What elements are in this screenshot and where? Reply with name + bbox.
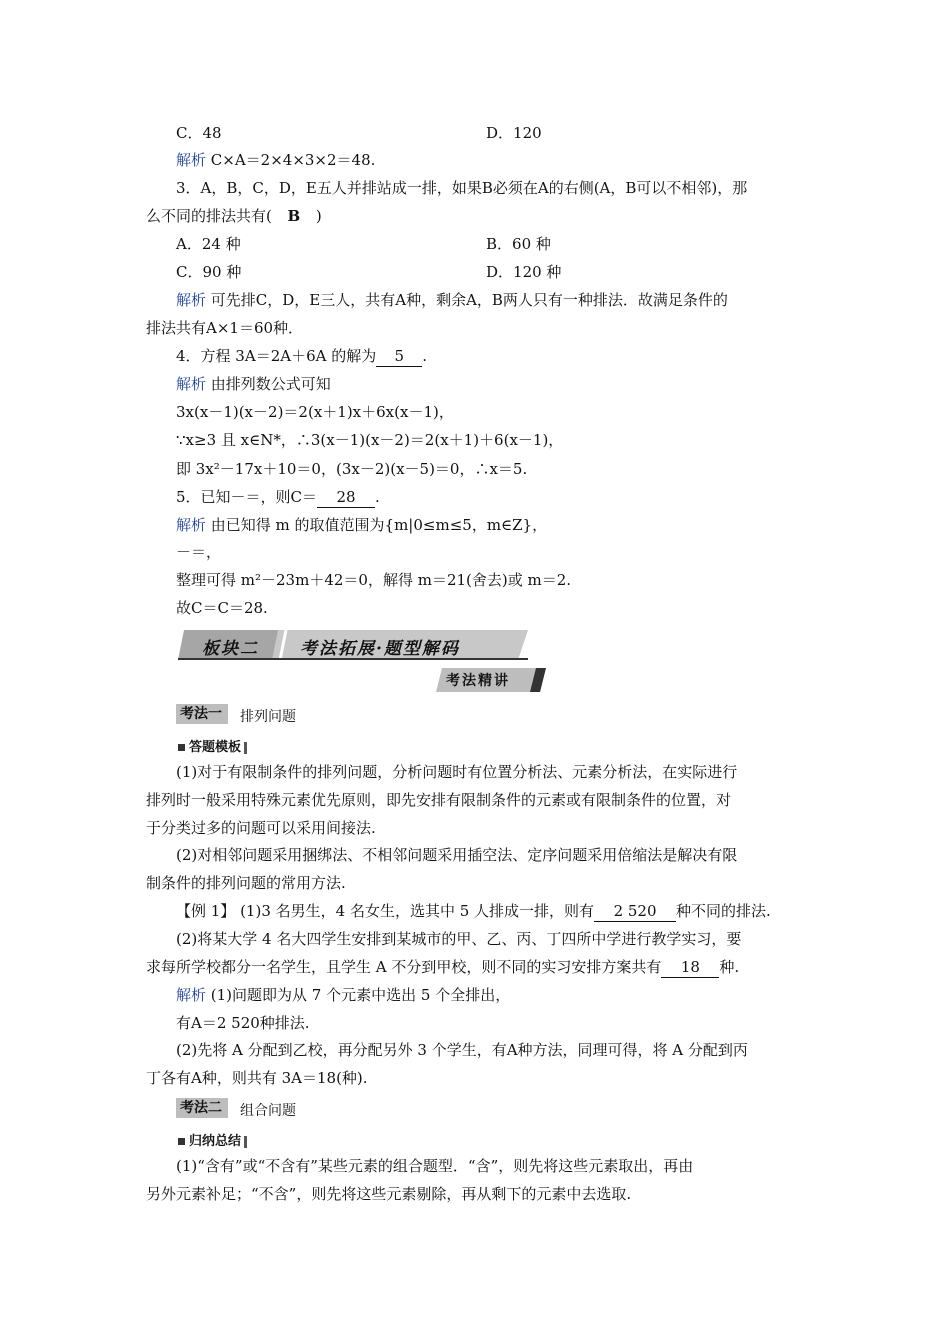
- example-1-q1-answer: 2 520: [594, 901, 676, 922]
- example-1-solution-line-4: 丁各有A种，则共有 3A＝18(种).: [146, 1069, 368, 1087]
- kaofa-2-p1-line-1: (1)“含有”或“不含有”某些元素的组合题型．“含”，则先将这些元素取出，再由: [176, 1157, 694, 1175]
- template-label-text: 答题模板: [189, 740, 242, 755]
- q4-solution-text: 由排列数公式可知: [206, 375, 331, 393]
- template-label: [178, 736, 247, 755]
- kaofa-1-p1-line-3: 于分类过多的问题可以采用间接法.: [146, 819, 376, 837]
- summary-label: [178, 1130, 247, 1149]
- example-1-q1-text: (1)3 名男生，4 名女生，选其中 5 人排成一排，则有: [235, 902, 595, 920]
- q3-stem-text: 么不同的排法共有(: [146, 207, 272, 225]
- kaofa-1-p1-line-2: 排列时一般采用特殊元素优先原则，即先安排有限制条件的元素或有限制条件的位置，对: [146, 791, 732, 809]
- q4-stem: [176, 346, 427, 367]
- example-1-label: 【例 1】: [176, 902, 236, 920]
- bar-icon: [244, 1136, 247, 1148]
- q5-stem-end: .: [375, 488, 380, 506]
- q2-solution: [176, 150, 375, 170]
- q3-solution-text: 可先排C，D，E三人，共有A种，剩余A，B两人只有一种排法．故满足条件的: [206, 291, 728, 309]
- kaofa-1-p2-line-2: 制条件的排列问题的常用方法.: [146, 874, 346, 892]
- q4-stem-text: 4．方程 3A＝2A＋6A 的解为: [176, 347, 377, 365]
- q3-option-d: D．120 种: [486, 263, 562, 281]
- q2-option-d: D．120: [486, 124, 542, 142]
- q5-solution-line-3: 整理可得 m²－23m＋42＝0，解得 m＝21(舍去)或 m＝2.: [176, 571, 572, 589]
- kaofa-2-title-text: 组合问题: [240, 1103, 296, 1119]
- q3-solution-line-1: [176, 290, 728, 310]
- q5-stem-text: 5．已知－＝，则C＝: [176, 488, 318, 506]
- kaofa-1-p2-line-1: (2)对相邻问题采用捆绑法、不相邻问题采用插空法、定序问题采用倍缩法是解决有限: [176, 846, 738, 864]
- q3-option-a: A．24 种: [176, 235, 241, 253]
- q4-solution-line-1: [176, 374, 331, 394]
- q4-solution-line-2: 3x(x－1)(x－2)＝2(x＋1)x＋6x(x－1)，: [176, 403, 454, 421]
- square-bullet-icon: [178, 744, 185, 751]
- kaofa-2-title: [226, 1100, 296, 1120]
- example-1-solution-line-3: (2)先将 A 分配到乙校，再分配另外 3 个学生，有A种方法，同理可得，将 A 分配到丙: [176, 1041, 748, 1059]
- q5-solution-line-1: [176, 515, 547, 535]
- example-1-q2-answer: 18: [661, 957, 719, 978]
- example-1-q1-end: 种不同的排法.: [676, 902, 771, 920]
- example-1-q2-end: 种.: [719, 958, 740, 976]
- kaofa-1-title-text: 排列问题: [240, 709, 296, 725]
- subsection-banner: [436, 668, 546, 692]
- q5-solution-line-2: －＝，: [176, 543, 222, 561]
- solution-label: 解析: [176, 516, 207, 534]
- solution-label: 解析: [176, 375, 207, 393]
- q5-solution-line-4: 故C＝C＝28.: [176, 599, 268, 617]
- kaofa-1-title: [226, 706, 296, 726]
- q2-solution-text: C×A＝2×4×3×2＝48.: [206, 151, 376, 169]
- solution-label: 解析: [176, 151, 207, 169]
- section-part-title: 考法拓展·题型解码: [300, 639, 460, 659]
- section-banner: [178, 630, 528, 660]
- q5-solution-text: 由已知得 m 的取值范围为{m|0≤m≤5，m∈Z}，: [206, 516, 548, 534]
- q3-option-b: B．60 种: [486, 235, 551, 253]
- example-1-q1: [176, 901, 771, 922]
- q4-answer: 5: [376, 346, 422, 367]
- summary-label-text: 归纳总结: [189, 1134, 242, 1149]
- square-bullet-icon: [178, 1138, 185, 1145]
- q3-option-c: C．90 种: [176, 263, 242, 281]
- example-1-solution-text: (1)问题即为从 7 个元素中选出 5 个全排出，: [206, 986, 511, 1004]
- example-1-q2-text: 求每所学校都分一名学生，且学生 A 不分到甲校，则不同的实习安排方案共有: [146, 958, 662, 976]
- kaofa-2-p1-line-2: 另外元素补足；“不含”，则先将这些元素剔除，再从剩下的元素中去选取.: [146, 1185, 632, 1203]
- example-1-q2-line-1: (2)将某大学 4 名大四学生安排到某城市的甲、乙、丙、丁四所中学进行教学实习，要: [176, 930, 742, 948]
- q5-stem: [176, 487, 380, 508]
- kaofa-2-tag: 考法二: [176, 1098, 228, 1118]
- q3-solution-line-2: 排法共有A×1＝60种．: [146, 319, 304, 337]
- section-part-number: 板块二: [202, 639, 259, 659]
- q5-answer: 28: [317, 487, 375, 508]
- solution-label: 解析: [176, 291, 207, 309]
- example-1-solution-line-2: 有A＝2 520种排法.: [176, 1014, 310, 1032]
- q3-answer: B: [287, 207, 301, 225]
- example-1-solution-line-1: [176, 985, 510, 1005]
- q4-solution-line-4: 即 3x²－17x＋10＝0，(3x－2)(x－5)＝0，∴x＝5.: [176, 460, 528, 478]
- example-1-q2-line-2: [146, 957, 739, 978]
- solution-label: 解析: [176, 986, 207, 1004]
- q3-stem-close: ): [315, 207, 322, 225]
- q4-solution-line-3: ∵x≥3 且 x∈N*，∴3(x－1)(x－2)＝2(x＋1)＋6(x－1)，: [176, 431, 564, 449]
- subsection-title: 考法精讲: [446, 673, 510, 689]
- q3-stem-line-2: [146, 206, 322, 226]
- q2-option-c: C．48: [176, 124, 222, 142]
- q4-stem-end: .: [422, 347, 427, 365]
- bar-icon: [244, 742, 247, 754]
- q3-stem-line-1: 3．A，B，C，D，E五人并排站成一排，如果B必须在A的右侧(A，B可以不相邻)，那: [176, 179, 748, 197]
- kaofa-1-tag: 考法一: [176, 704, 228, 724]
- kaofa-1-p1-line-1: (1)对于有限制条件的排列问题，分析问题时有位置分析法、元素分析法，在实际进行: [176, 763, 738, 781]
